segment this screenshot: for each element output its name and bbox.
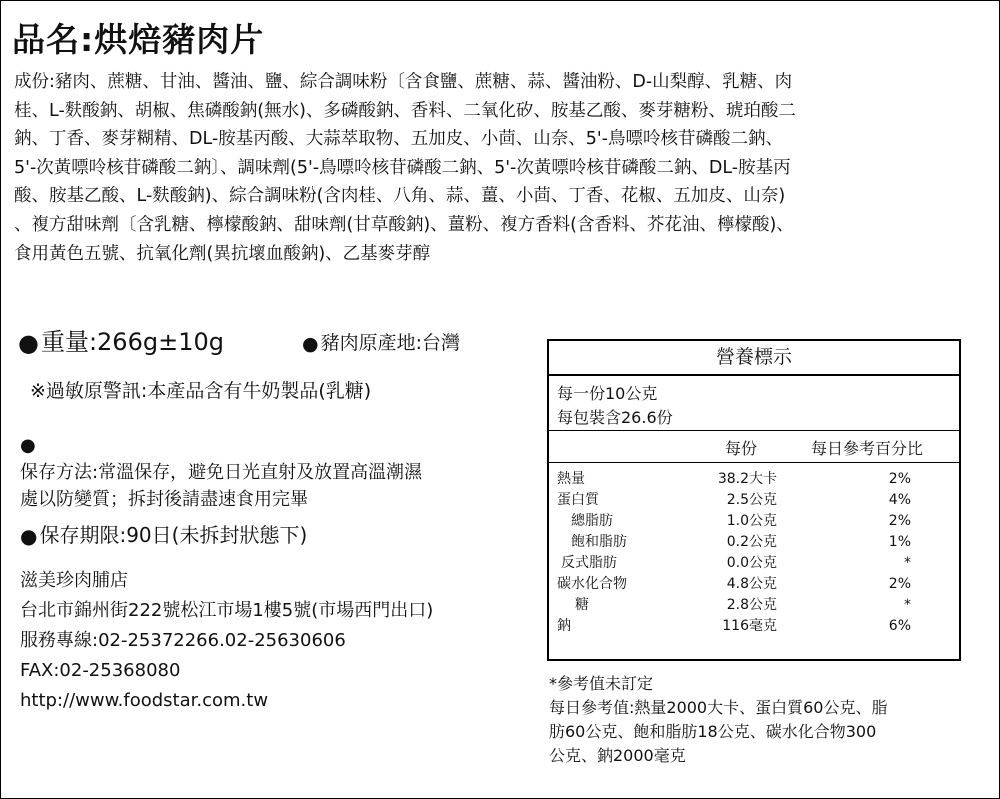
nutrition-table: [547, 339, 961, 661]
nutrient-daily: 2%: [888, 513, 911, 529]
storage-method: [20, 432, 540, 513]
nutrition-title: 營養標示: [715, 346, 792, 368]
nutrient-row: [549, 574, 959, 595]
col-daily-value: 每日參考百分比: [811, 439, 924, 458]
pork-origin-text: 豬肉原產地:台灣: [320, 332, 460, 354]
nutrient-label: 熱量: [557, 471, 585, 487]
company-name: 滋美珍肉脯店: [20, 570, 128, 591]
bullet-icon: ●: [302, 333, 319, 355]
allergen-warning: ※過敏原警訊:本產品含有牛奶製品(乳糖): [30, 380, 372, 402]
nutrient-daily: *: [904, 597, 911, 613]
company-info: [20, 566, 433, 716]
nutrient-row: [549, 553, 959, 574]
nutrient-value: 2.8公克: [726, 597, 777, 613]
nutrient-value: 0.0公克: [726, 555, 777, 571]
nutrient-daily: 2%: [888, 471, 911, 487]
storage-line: [20, 432, 540, 486]
nutrient-daily: 4%: [888, 492, 911, 508]
shelf-life-text: 保存期限:90日(未拆封狀態下): [39, 523, 308, 547]
nutrient-value: 0.2公克: [726, 534, 777, 550]
daily-reference-line: 每日參考值:熱量2000大卡、蛋白質60公克、脂: [549, 698, 888, 717]
nutrient-value: 1.0公克: [726, 513, 777, 529]
nutrient-daily: 6%: [888, 618, 911, 634]
divider: [549, 374, 959, 376]
pork-origin: [302, 328, 460, 355]
product-title: 品名:烘焙豬肉片: [12, 20, 265, 59]
company-website: http://www.foodstar.com.tw: [20, 690, 269, 711]
ingredients-line: 桂、L-麩酸鈉、胡椒、焦磷酸鈉(無水)、多磷酸鈉、香料、二氧化矽、胺基乙酸、麥芽糖粉、琥珀酸二: [14, 100, 796, 121]
undefined-note: *參考值未訂定: [549, 674, 654, 693]
nutrient-daily: *: [904, 555, 911, 571]
net-weight-text: 重量:266g±10g: [40, 328, 224, 356]
nutrient-value: 38.2大卡: [717, 471, 777, 487]
nutrient-label: 鈉: [557, 618, 571, 634]
divider: [549, 462, 959, 463]
nutrient-label: 總脂肪: [571, 513, 613, 529]
storage-line: 處以防變質；拆封後請盡速食用完畢: [20, 489, 308, 510]
nutrient-label: 糖: [575, 597, 589, 613]
nutrient-row: [549, 595, 959, 616]
bullet-icon: ●: [18, 329, 39, 357]
nutrient-daily: 1%: [888, 534, 911, 550]
ingredients-line: 5'-次黃嘌呤核苷磷酸二鈉〕、調味劑(5'-鳥嘌呤核苷磷酸二鈉、5'-次黃嘌呤核苷磷酸二鈉、DL-胺基丙: [14, 157, 791, 178]
shelf-life: [20, 519, 307, 548]
ingredients-line: 成份:豬肉、蔗糖、甘油、醬油、鹽、綜合調味粉〔含食鹽、蔗糖、蒜、醬油粉、D-山梨醇、乳糖、肉: [14, 72, 793, 92]
daily-reference-line: 公克、鈉2000毫克: [549, 746, 686, 765]
storage-line-text: 保存方法:常溫保存，避免日光直射及放置高溫潮濕: [20, 462, 423, 483]
company-address: 台北市錦州街222號松江市場1樓5號(市場西門出口): [20, 600, 434, 621]
nutrient-label: 反式脂肪: [561, 555, 617, 571]
nutrient-row: [549, 469, 959, 490]
nutrient-row: [549, 616, 959, 637]
nutrient-row: [549, 511, 959, 532]
daily-reference-line: 肪60公克、飽和脂肪18公克、碳水化合物300: [549, 722, 877, 741]
nutrient-label: 蛋白質: [557, 492, 599, 508]
ingredients-block: [14, 68, 974, 268]
net-weight: [18, 322, 224, 357]
nutrient-value: 116毫克: [722, 618, 777, 634]
divider: [549, 430, 959, 431]
nutrient-value: 2.5公克: [726, 492, 777, 508]
ingredients-line: 鈉、丁香、麥芽糊精、DL-胺基丙酸、大蒜萃取物、五加皮、小茴、山奈、5'-鳥嘌呤核苷磷酸二鈉、: [14, 129, 783, 150]
ingredients-line: 酸、胺基乙酸、L-麩酸鈉)、綜合調味粉(含肉桂、八角、蒜、薑、小茴、丁香、花椒、五加皮、山奈): [14, 186, 786, 207]
company-fax: FAX:02-25368080: [20, 660, 181, 681]
ingredients-line: 、複方甜味劑〔含乳糖、檸檬酸鈉、甜味劑(甘草酸鈉)、薑粉、複方香料(含香料、芥花油、檸檬酸)、: [14, 214, 794, 235]
serving-size: 每一份10公克: [557, 384, 658, 403]
nutrient-row: [549, 532, 959, 553]
ingredients-line: 食用黃色五號、抗氧化劑(異抗壞血酸鈉)、乙基麥芽醇: [14, 243, 431, 264]
company-hotline: 服務專線:02-25372266.02-25630606: [20, 630, 346, 651]
bullet-icon: ●: [20, 435, 36, 456]
bullet-icon: ●: [20, 524, 38, 548]
col-per-serving: 每份: [725, 439, 758, 458]
nutrient-row: [549, 490, 959, 511]
nutrient-daily: 2%: [888, 576, 911, 592]
nutrient-rows: [549, 469, 959, 637]
nutrient-value: 4.8公克: [726, 576, 777, 592]
nutrient-label: 碳水化合物: [557, 576, 627, 592]
nutrient-label: 飽和脂肪: [571, 534, 627, 550]
servings-per-package: 每包裝含26.6份: [557, 408, 673, 427]
nutrition-notes: [549, 672, 969, 768]
